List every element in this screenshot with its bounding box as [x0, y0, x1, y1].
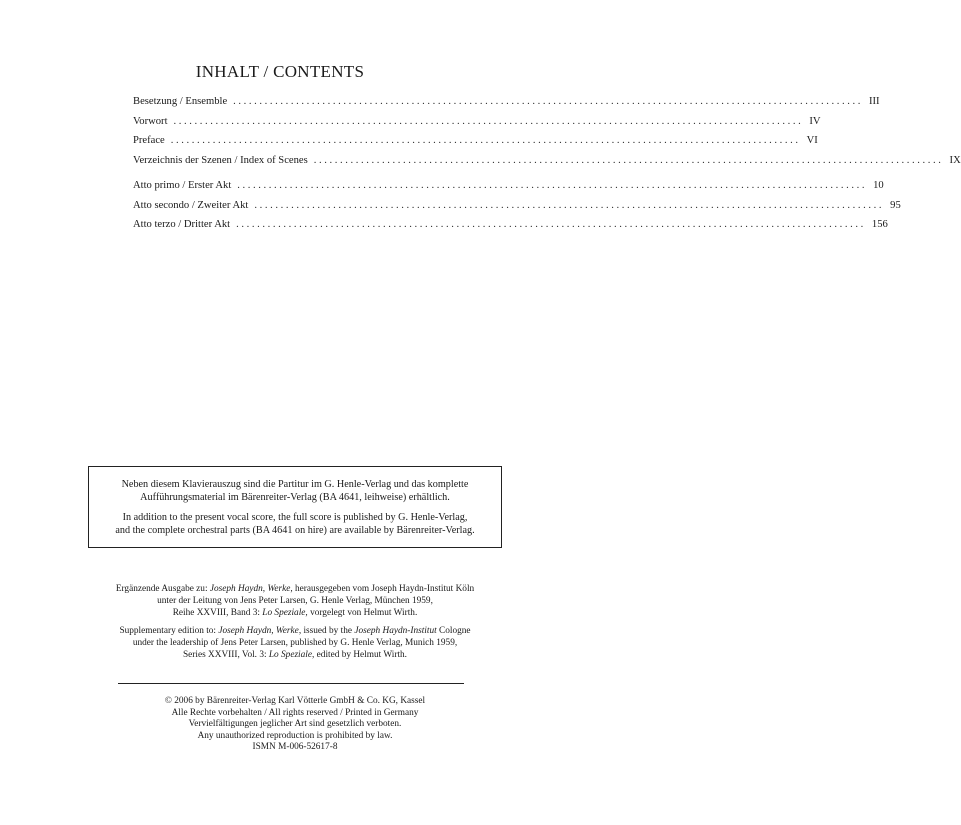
notice-english-line-1: In addition to the present vocal score, the full score is published by G. Henle-Verlag, [122, 512, 468, 523]
supp-en-opera-title: Lo Speziale [268, 649, 313, 660]
page-title: INHALT / CONTENTS [195, 62, 365, 81]
toc-entry-label: Atto secondo / Zweiter Akt [133, 199, 249, 211]
supplementary-edition-english [95, 626, 495, 661]
toc-leader-dots: ........................................................................................................................ [170, 135, 801, 146]
supp-en-institute-name: Joseph Haydn-Institut [354, 626, 437, 636]
toc-entry-page: III [868, 96, 880, 107]
toc-leader-dots: ........................................................................................................................ [254, 199, 885, 211]
notice-english-line-2: and the complete orchestral parts (BA 4641 on hire) are available by Bärenreiter-Verlag. [115, 525, 475, 536]
notice-german-line-1: Neben diesem Klavierauszug sind die Partitur im G. Henle-Verlag und das komplette [121, 479, 469, 490]
notice-english [89, 511, 501, 537]
supp-de-text: Reihe XXVIII, Band 3: [172, 607, 263, 618]
toc-leader-dots: ........................................................................................................................ [233, 96, 863, 107]
toc-entry[interactable] [133, 115, 821, 136]
toc-leader-dots: ........................................................................................................................ [173, 115, 804, 127]
toc-entry-page: 10 [873, 180, 884, 191]
toc-entry[interactable] [133, 219, 888, 239]
ismn-line: ISMN M-006-52617-8 [252, 742, 338, 753]
toc-entry-label: Atto terzo / Dritter Akt [133, 219, 231, 230]
toc-entry-label: Besetzung / Ensemble [133, 96, 228, 107]
supp-en-text: Cologne [436, 626, 471, 636]
toc-entry[interactable] [133, 180, 884, 200]
toc-front-matter [133, 96, 961, 174]
toc-entry-label: Vorwort [133, 115, 168, 127]
notice-german-line-2: Aufführungsmaterial im Bärenreiter-Verlag (BA 4641, leihweise) erhältlich. [140, 492, 450, 503]
toc-leader-dots: ........................................................................................................................ [313, 154, 944, 166]
toc-leader-dots: ........................................................................................................................ [237, 180, 868, 191]
rights-line: Alle Rechte vorbehalten / All rights reserved / Printed in Germany [171, 707, 419, 718]
supp-en-text: , edited by Helmut Wirth. [312, 649, 408, 660]
supp-en-line-3 [95, 650, 495, 662]
supplementary-edition-german [95, 584, 495, 619]
supp-de-work-title: Joseph Haydn, Werke [209, 584, 291, 594]
toc-entry-page: IX [949, 154, 961, 166]
toc-entry-page: 156 [871, 219, 888, 230]
copyright-block [95, 696, 495, 754]
toc-entry-page: 95 [890, 199, 901, 211]
toc-entry[interactable] [133, 96, 880, 116]
supp-de-line-2: unter der Leitung von Jens Peter Larsen, G. Henle Verlag, München 1959, [157, 595, 433, 606]
supp-de-text: Ergänzende Ausgabe zu: [115, 584, 210, 594]
reproduction-warning-english: Any unauthorized reproduction is prohibited by law. [197, 730, 393, 741]
supp-de-line-3 [95, 608, 495, 620]
copyright-line: © 2006 by Bärenreiter-Verlag Karl Vötterle GmbH & Co. KG, Kassel [164, 696, 426, 706]
toc-acts [133, 180, 901, 239]
supp-en-work-title: Joseph Haydn, Werke [218, 626, 299, 636]
toc-entry-label: Preface [133, 135, 165, 146]
reproduction-warning-german: Vervielfältigungen jeglicher Art sind gesetzlich verboten. [188, 719, 402, 730]
toc-entry[interactable] [133, 154, 961, 175]
supp-de-opera-title: Lo Speziale [262, 607, 306, 618]
supp-en-text: Series XXVIII, Vol. 3: [182, 649, 269, 660]
supp-de-line-1 [95, 584, 495, 596]
toc-entry-label: Verzeichnis der Szenen / Index of Scenes [133, 154, 308, 166]
toc-leader-dots: ........................................................................................................................ [236, 219, 866, 230]
divider-rule [118, 683, 464, 684]
notice-german [89, 478, 501, 504]
toc-entry-page: IV [809, 115, 821, 127]
supp-en-line-1 [95, 626, 495, 638]
supp-de-text: , vorgelegt von Helmut Wirth. [305, 607, 418, 618]
toc-entry-label: Atto primo / Erster Akt [133, 180, 232, 191]
supp-de-text: , herausgegeben vom Joseph Haydn-Institut Köln [290, 584, 475, 594]
supp-en-text: Supplementary edition to: [119, 626, 219, 636]
availability-notice-box [88, 466, 502, 548]
toc-entry-page: VI [806, 135, 818, 146]
toc-entry[interactable] [133, 135, 818, 155]
supp-en-text: , issued by the [298, 626, 355, 636]
toc-entry[interactable] [133, 199, 901, 220]
supp-en-line-2: under the leadership of Jens Peter Larsen, published by G. Henle Verlag, Munich 1959, [132, 637, 458, 648]
